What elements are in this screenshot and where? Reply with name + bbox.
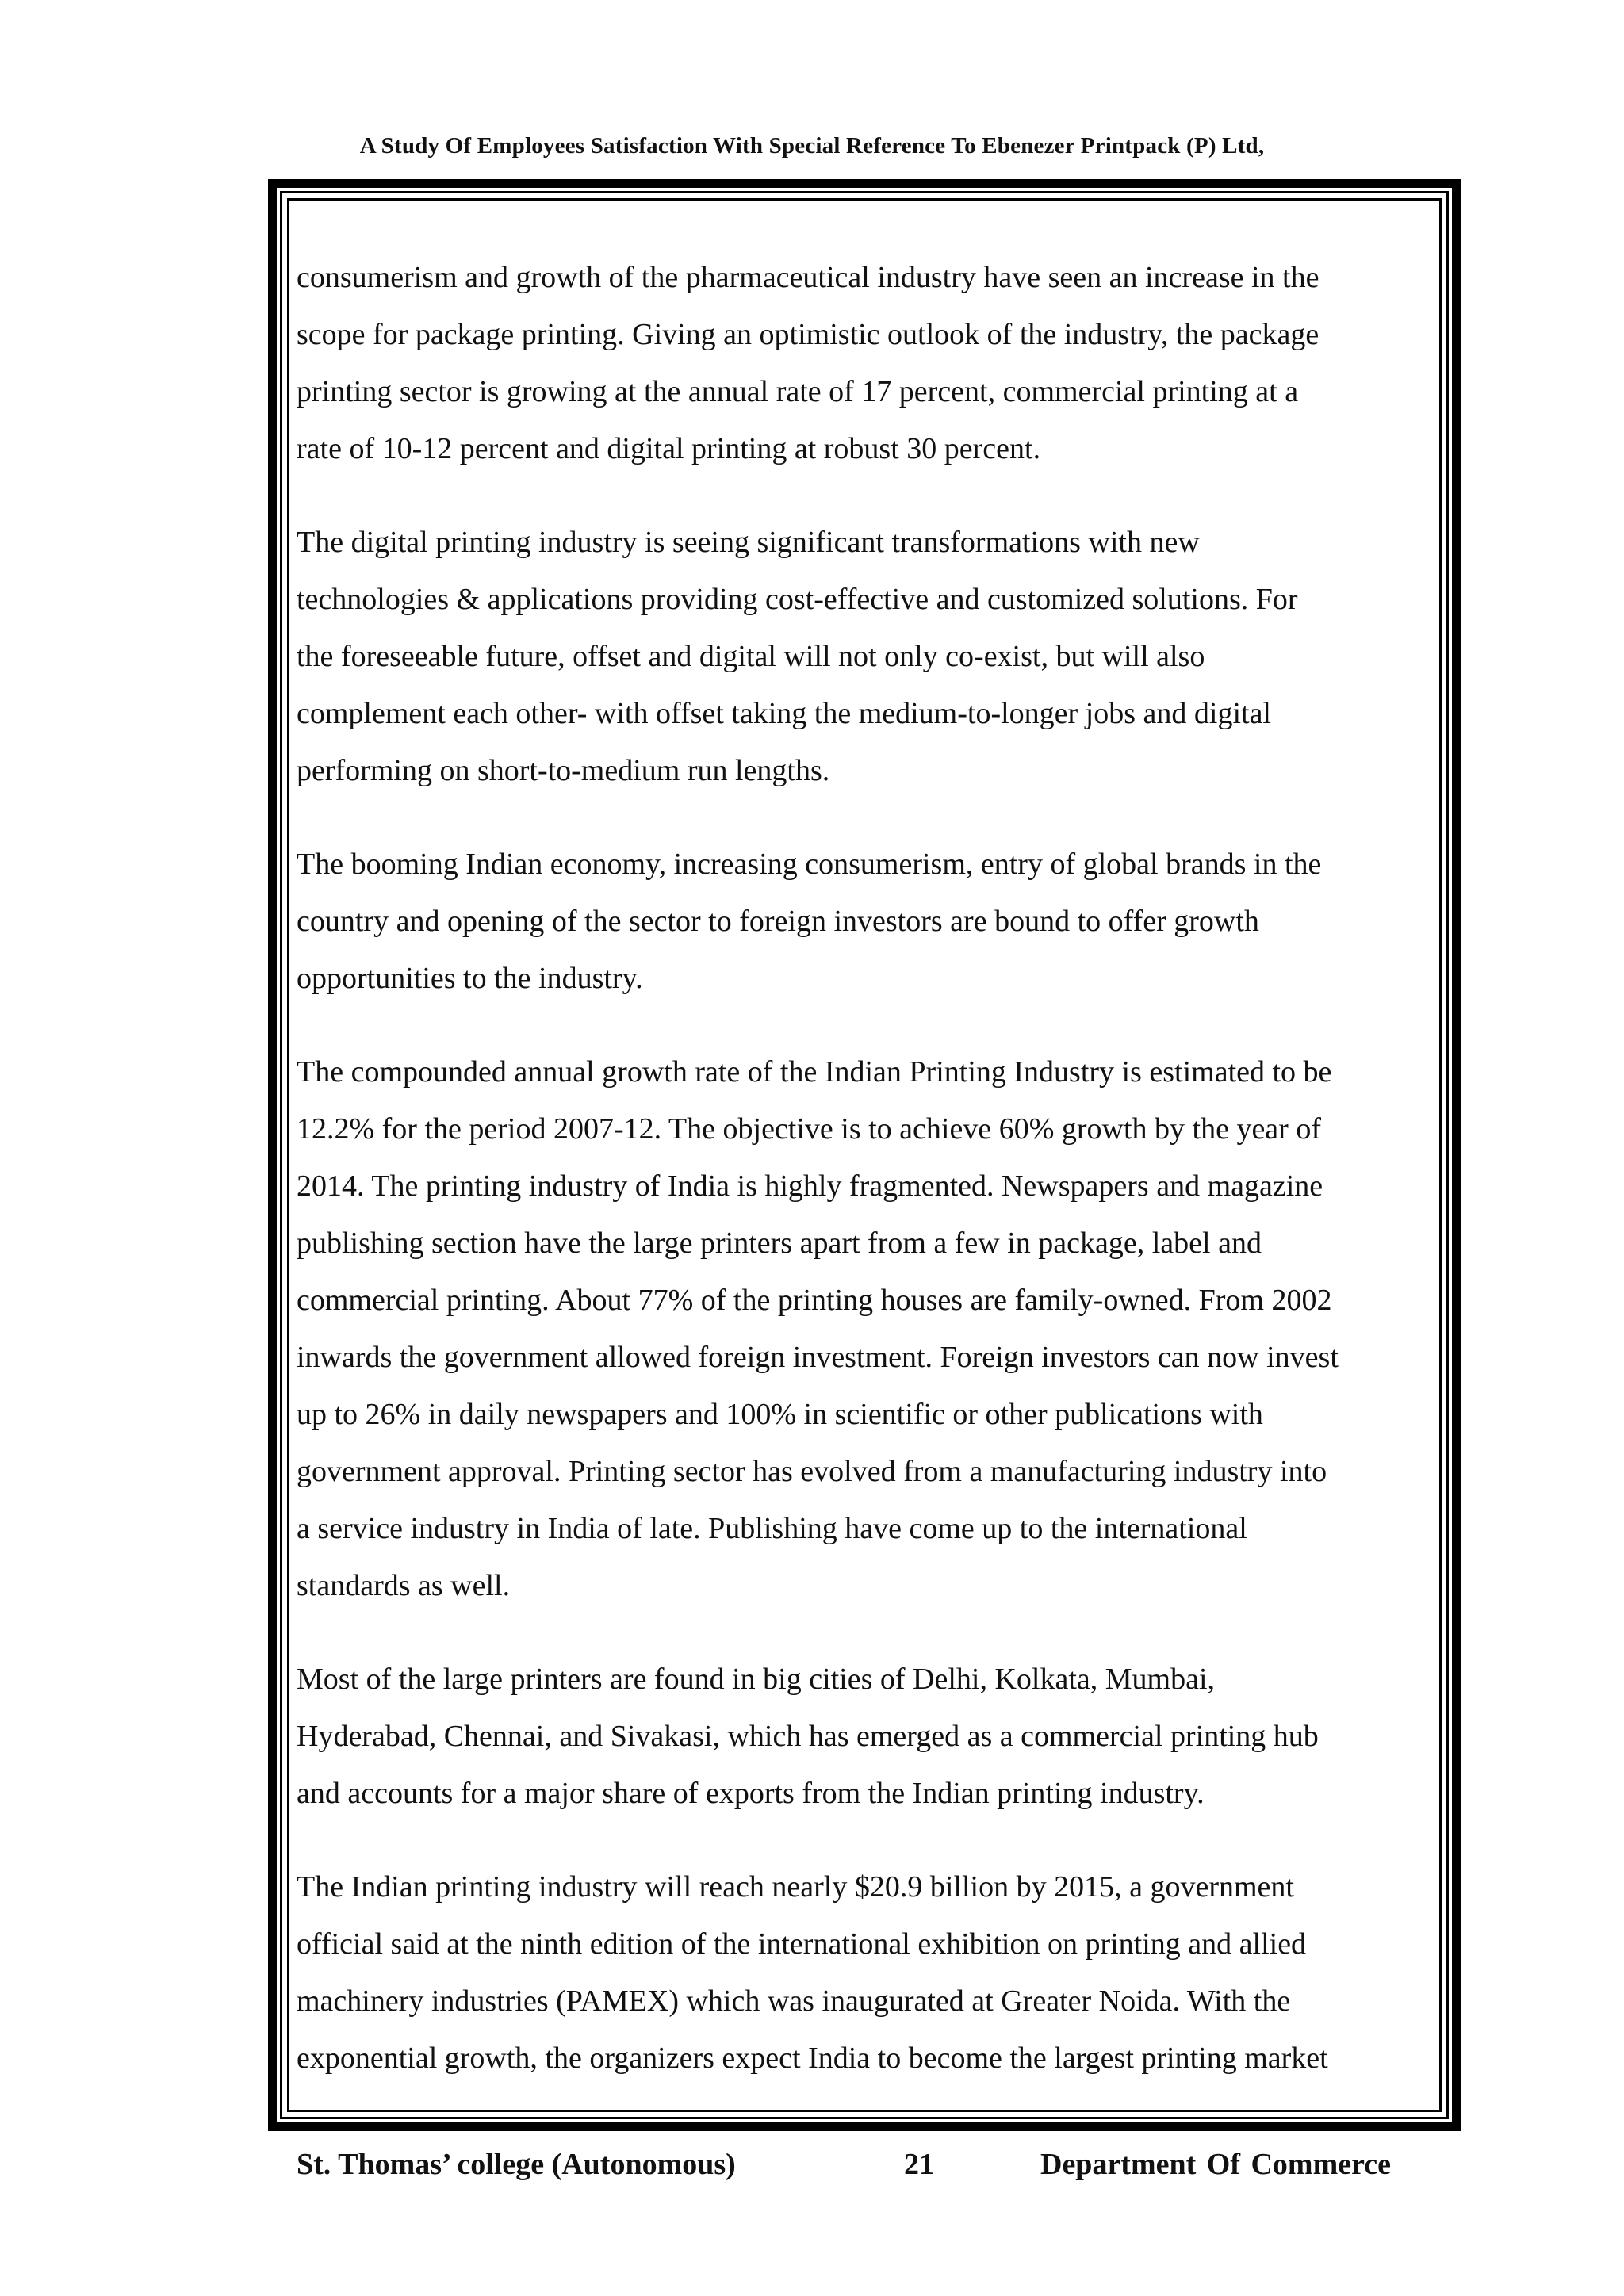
text-line: scope for package printing. Giving an optimistic outlook of the industry, the package: [297, 318, 1320, 351]
text-line: standards as well.: [297, 1569, 511, 1602]
text-line: The Indian printing industry will reach nearly $20.9 billion by 2015, a government: [297, 1870, 1294, 1904]
paragraph: [297, 1651, 1443, 1822]
text-line: 12.2% for the period 2007-12. The objective is to achieve 60% growth by the year of: [297, 1112, 1321, 1146]
text-line: technologies & applications providing cost-effective and customized solutions. For: [297, 583, 1298, 616]
text-line: The booming Indian economy, increasing consumerism, entry of global brands in the: [297, 848, 1322, 881]
text-line: inwards the government allowed foreign investment. Foreign investors can now invest: [297, 1341, 1339, 1374]
text-line: performing on short-to-medium run lengths.: [297, 754, 830, 787]
text-line: the foreseeable future, offset and digital will not only co-exist, but will also: [297, 640, 1205, 673]
text-line: publishing section have the large printers apart from a few in package, label and: [297, 1226, 1262, 1260]
text-line: government approval. Printing sector has evolved from a manufacturing industry into: [297, 1455, 1327, 1488]
paragraph: [297, 1858, 1443, 2087]
text-line: 2014. The printing industry of India is highly fragmented. Newspapers and magazine: [297, 1169, 1323, 1203]
page-number: 21: [904, 2148, 934, 2181]
text-line: consumerism and growth of the pharmaceutical industry have seen an increase in the: [297, 261, 1320, 294]
footer-college: St. Thomas’ college (Autonomous): [297, 2148, 736, 2181]
text-line: and accounts for a major share of exports from the Indian printing industry.: [297, 1777, 1205, 1810]
text-line: printing sector is growing at the annual rate of 17 percent, commercial printing at a: [297, 375, 1299, 408]
text-line: The digital printing industry is seeing significant transformations with new: [297, 526, 1200, 559]
text-line: Hyderabad, Chennai, and Sivakasi, which has emerged as a commercial printing hub: [297, 1720, 1319, 1753]
paragraph: [297, 514, 1443, 799]
text-line: a service industry in India of late. Publishing have come up to the international: [297, 1512, 1247, 1545]
text-line: machinery industries (PAMEX) which was inaugurated at Greater Noida. With the: [297, 1984, 1291, 2018]
text-line: commercial printing. About 77% of the printing houses are family-owned. From 2002: [297, 1284, 1332, 1317]
text-line: up to 26% in daily newspapers and 100% in scientific or other publications with: [297, 1398, 1263, 1431]
text-line: The compounded annual growth rate of the Indian Printing Industry is estimated to be: [297, 1055, 1332, 1089]
text-line: rate of 10-12 percent and digital printing at robust 30 percent.: [297, 432, 1041, 465]
text-line: country and opening of the sector to foreign investors are bound to offer growth: [297, 905, 1259, 938]
paragraph: [297, 249, 1443, 477]
text-line: opportunities to the industry.: [297, 962, 643, 995]
text-line: complement each other- with offset taking the medium-to-longer jobs and digital: [297, 697, 1271, 730]
text-line: exponential growth, the organizers expect India to become the largest printing market: [297, 2042, 1328, 2075]
body-text: [297, 249, 1443, 2123]
text-line: official said at the ninth edition of the international exhibition on printing and allied: [297, 1927, 1307, 1961]
paragraph: [297, 836, 1443, 1007]
text-line: Most of the large printers are found in big cities of Delhi, Kolkata, Mumbai,: [297, 1663, 1216, 1696]
running-header: A Study Of Employees Satisfaction With Special Reference To Ebenezer Printpack (P) Ltd,: [359, 133, 1265, 159]
paragraph: [297, 1043, 1443, 1614]
footer-department: Department Of Commerce: [1040, 2148, 1392, 2181]
